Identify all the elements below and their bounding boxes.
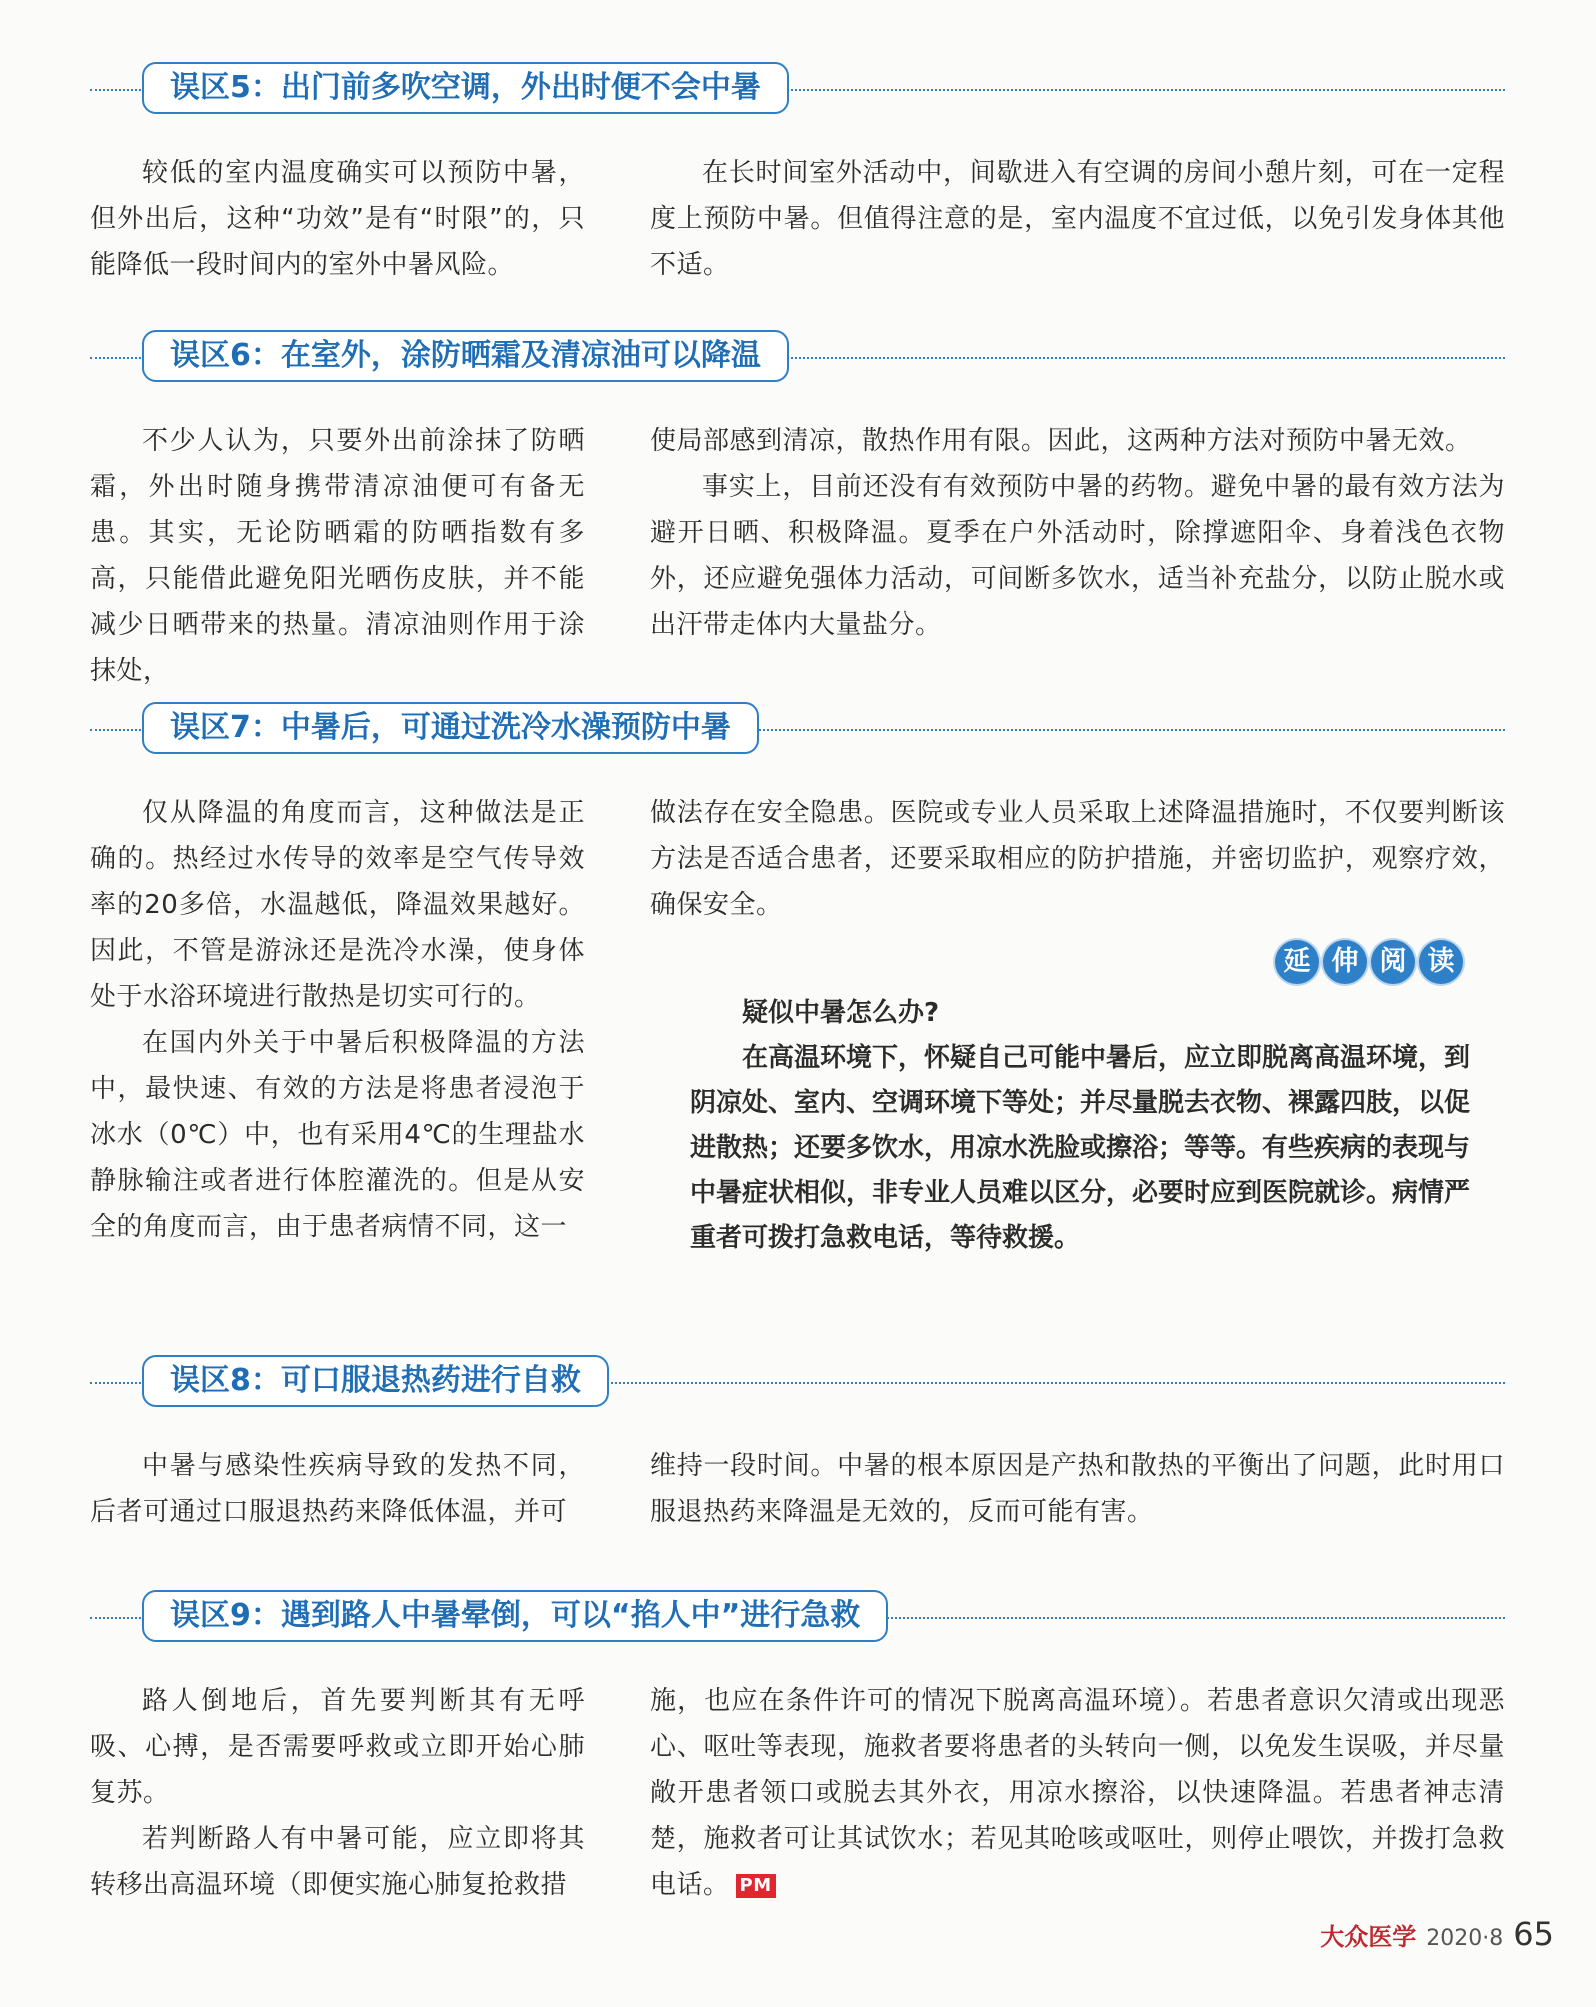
paragraph-text: 施，也应在条件许可的情况下脱离高温环境）。若患者意识欠清或出现恶心、呕吐等表现，施救者要将患者的头转向一侧，以免发生误吸，并尽量敞开患者领口或脱去其外衣，用凉水擦浴，以快速降温。若患者神志清楚，施救者可让其试饮水；若见其呛咳或呕吐，则停止喂饮，并拨打急救电话。 [650, 1686, 1505, 1900]
paragraph: 仅从降温的角度而言，这种做法是正确的。热经过水传导的效率是空气传导效率的20多倍，水温越低，降温效果越好。因此，不管是游泳还是洗冷水澡，使身体处于水浴环境进行散热是切实可行的。 [90, 798, 585, 1012]
extended-reading-badge [1275, 940, 1470, 990]
section-5-right-column [650, 150, 1505, 288]
paragraph-continued: 做法存在安全隐患。医院或专业人员采取上述降温措施时，不仅要判断该方法是否适合患者，还要采取相应的防护措施，并密切监护，观察疗效，确保安全。 [650, 798, 1505, 920]
section-8-left-column [90, 1443, 585, 1535]
paragraph: 路人倒地后，首先要判断其有无呼吸、心搏，是否需要呼救或立即开始心肺复苏。 [90, 1686, 585, 1808]
paragraph: 较低的室内温度确实可以预防中暑，但外出后，这种“功效”是有“时限”的，只能降低一段时间内的室外中暑风险。 [90, 158, 585, 280]
paragraph: 若判断路人有中暑可能，应立即将其转移出高温环境（即便实施心肺复抢救措 [90, 1824, 585, 1900]
paragraph-continued [650, 1678, 1505, 1908]
section-9-title: 误区9：遇到路人中暑晕倒，可以“掐人中”进行急救 [142, 1590, 888, 1642]
section-7-right-column [650, 790, 1505, 928]
issue-number: 2020·8 [1426, 1926, 1504, 1951]
section-6-header [90, 330, 1505, 386]
paragraph: 事实上，目前还没有有效预防中暑的药物。避免中暑的最有效方法为避开日晒、积极降温。夏季在户外活动时，除撑遮阳伞、身着浅色衣物外，还应避免强体力活动，可间断多饮水，适当补充盐分，以防止脱水或出汗带走体内大量盐分。 [650, 472, 1505, 640]
extended-reading-title: 疑似中暑怎么办? [742, 998, 940, 1028]
badge-char: 阅 [1371, 940, 1415, 984]
badge-char: 伸 [1323, 940, 1367, 984]
end-mark: PM [736, 1874, 776, 1898]
section-6-right-column [650, 418, 1505, 648]
page-number: 65 [1513, 1915, 1554, 1953]
section-8-header [90, 1355, 1505, 1411]
section-6-title: 误区6：在室外，涂防晒霜及清凉油可以降温 [142, 330, 789, 382]
paragraph: 中暑与感染性疾病导致的发热不同，后者可通过口服退热药来降低体温，并可 [90, 1451, 585, 1527]
section-9-left-column [90, 1678, 585, 1908]
badge-char: 延 [1275, 940, 1319, 984]
paragraph-continued: 使局部感到清凉，散热作用有限。因此，这两种方法对预防中暑无效。 [650, 426, 1472, 456]
paragraph: 在高温环境下，怀疑自己可能中暑后，应立即脱离高温环境，到阴凉处、室内、空调环境下等处；并尽量脱去衣物、裸露四肢，以促进散热；还要多饮水，用凉水洗脸或擦浴；等等。有些疾病的表现与中暑症状相似，非专业人员难以区分，必要时应到医院就诊。病情严重者可拨打急救电话，等待救援。 [690, 1043, 1471, 1253]
section-5-title: 误区5：出门前多吹空调，外出时便不会中暑 [142, 62, 789, 114]
paragraph: 不少人认为，只要外出前涂抹了防晒霜，外出时随身携带清凉油便可有备无患。其实，无论防晒霜的防晒指数有多高，只能借此避免阳光晒伤皮肤，并不能减少日晒带来的热量。清凉油则作用于涂抹处， [90, 426, 585, 686]
section-9-header [90, 1590, 1505, 1646]
section-6-left-column [90, 418, 585, 694]
section-7-left-column [90, 790, 585, 1250]
paragraph: 在国内外关于中暑后积极降温的方法中，最快速、有效的方法是将患者浸泡于冰水（0℃）中，也有采用4℃的生理盐水静脉输注或者进行体腔灌洗的。但是从安全的角度而言，由于患者病情不同，这一 [90, 1028, 585, 1242]
page-footer [1320, 1915, 1554, 1955]
section-7-header [90, 702, 1505, 758]
section-8-title: 误区8：可口服退热药进行自救 [142, 1355, 609, 1407]
paragraph-continued: 维持一段时间。中暑的根本原因是产热和散热的平衡出了问题，此时用口服退热药来降温是无效的，反而可能有害。 [650, 1451, 1505, 1527]
section-8-right-column [650, 1443, 1505, 1535]
extended-reading-body [690, 1036, 1470, 1261]
badge-char: 读 [1419, 940, 1463, 984]
section-9-right-column [650, 1678, 1505, 1908]
section-5-header [90, 62, 1505, 118]
section-5-left-column [90, 150, 585, 288]
section-7-title: 误区7：中暑后，可通过洗冷水澡预防中暑 [142, 702, 759, 754]
magazine-name: 大众医学 [1320, 1922, 1417, 1951]
paragraph: 在长时间室外活动中，间歇进入有空调的房间小憩片刻，可在一定程度上预防中暑。但值得注意的是，室内温度不宜过低，以免引发身体其他不适。 [650, 158, 1505, 280]
